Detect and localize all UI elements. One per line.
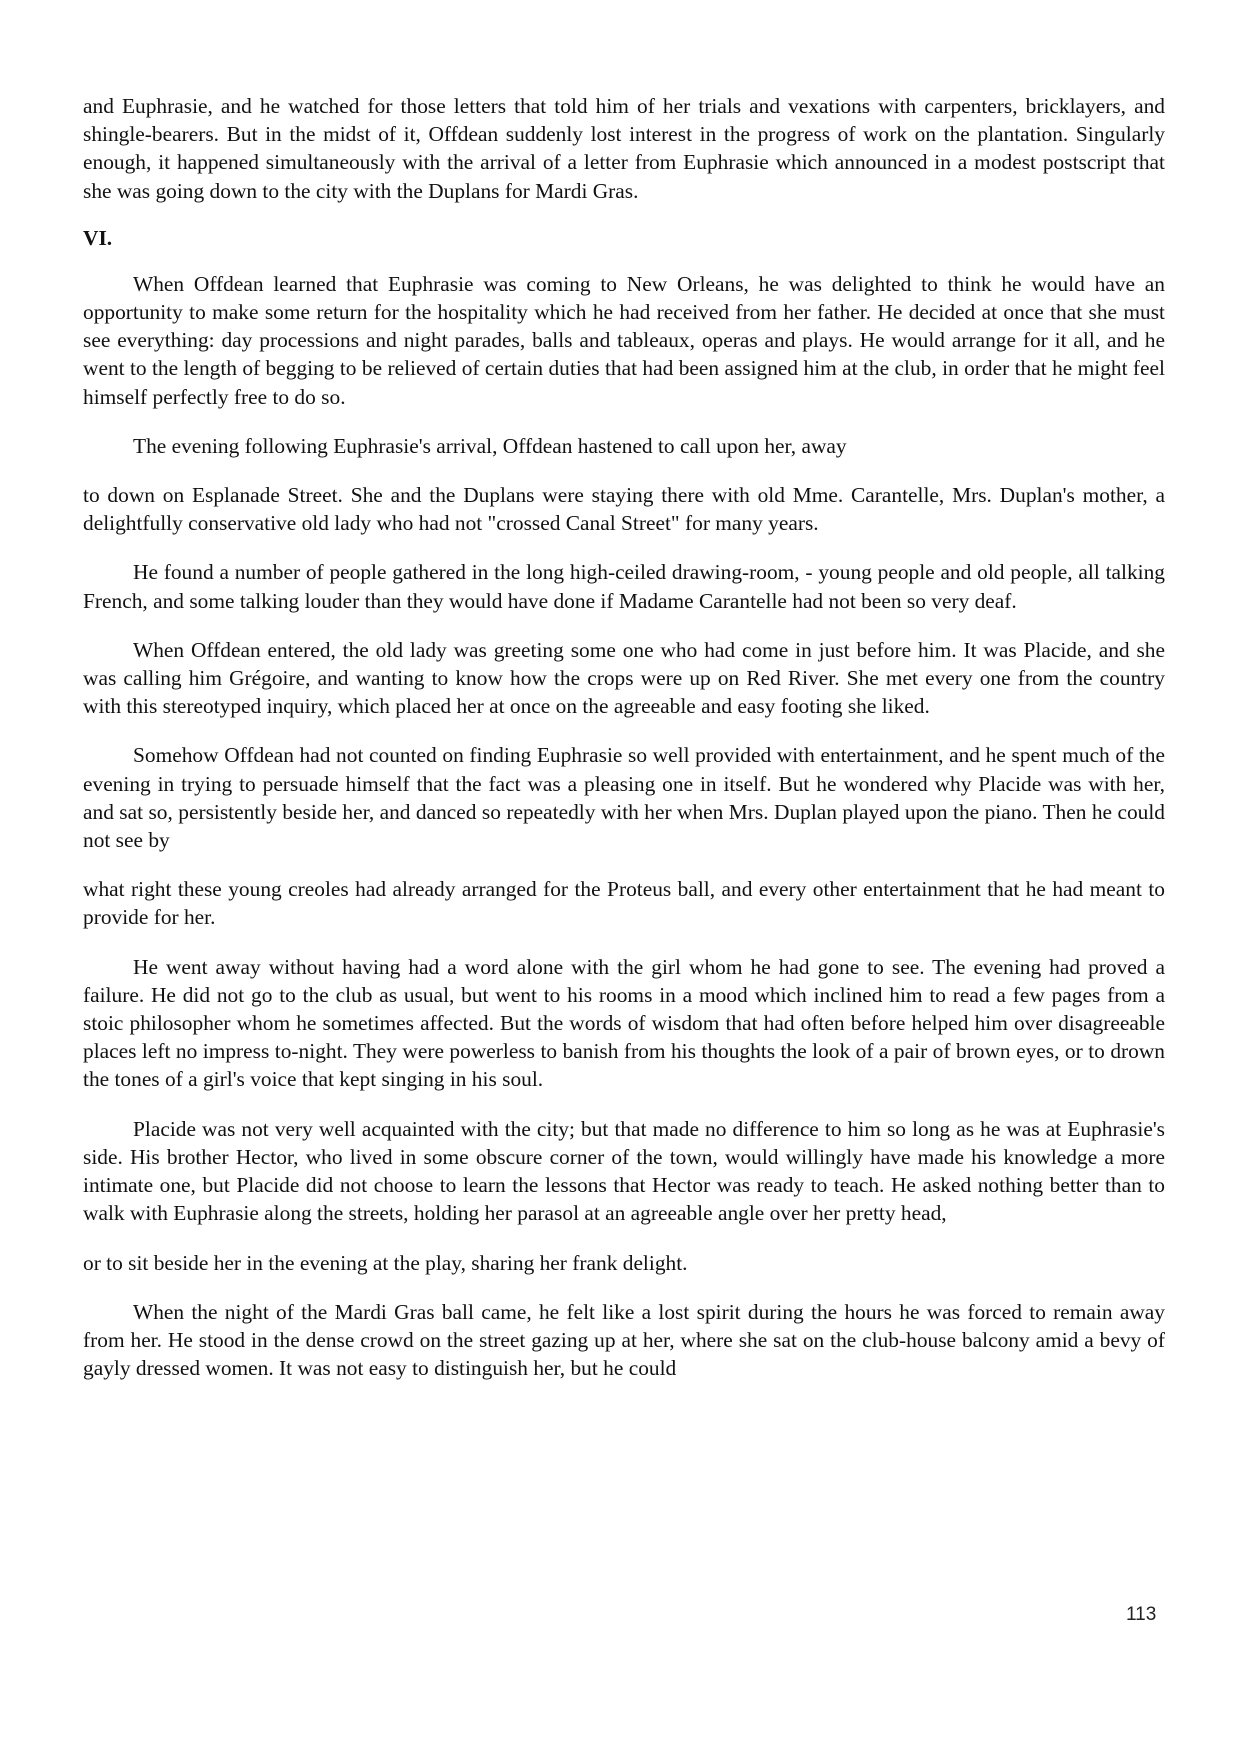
paragraph-10: Placide was not very well acquainted with the city; but that made no difference to him so long as he was at Euphrasie's side. His brother Hector, who lived in some obscure corner of the town, would willingly have made his knowledge a more intimate one, but Placide did not choose to learn the lessons that Hector was ready to teach. He asked nothing better than to walk with Euphrasie along the streets, holding her parasol at an agreeable angle over her pretty head,: [83, 1116, 1165, 1226]
paragraph-5: He found a number of people gathered in the long high-ceiled drawing-room, - young people and old people, all talking French, and some talking louder than they would have done if Madame Carantelle had not been so very deaf.: [83, 560, 1165, 613]
paragraph-2: When Offdean learned that Euphrasie was coming to New Orleans, he was delighted to think he would have an opportunity to make some return for the hospitality which he had received from her father. He decided at once that she must see everything: day processions and night parades, balls and tableaux, operas and plays. He would arrange for it all, and he went to the length of begging to be relieved of certain duties that had been assigned him at the club, in order that he might feel himself perfectly free to do so.: [83, 271, 1165, 409]
paragraph-9: He went away without having had a word alone with the girl whom he had gone to see. The evening had proved a failure. He did not go to the club as usual, but went to his rooms in a mood which inclined him to read a few pages from a stoic philosopher whom he sometimes affected. But the words of wisdom that had often before helped him over disagreeable places left no impress to-night. They were powerless to banish from his thoughts the look of a pair of brown eyes, or to drown the tones of a girl's voice that kept singing in his soul.: [83, 954, 1165, 1092]
section-heading: VI.: [83, 225, 113, 250]
paragraph-3: The evening following Euphrasie's arrival, Offdean hastened to call upon her, away: [133, 433, 847, 458]
paragraph-continued-1: and Euphrasie, and he watched for those letters that told him of her trials and vexations with carpenters, bricklayers, and shingle-bearers. But in the midst of it, Offdean suddenly lost interest in the progress of work on the plantation. Singularly enough, it happened simultaneously with the arrival of a letter from Euphrasie which announced in a modest postscript that she was going down to the city with the Duplans for Mardi Gras.: [83, 94, 1165, 203]
paragraph-11: or to sit beside her in the evening at the play, sharing her frank delight.: [83, 1250, 688, 1275]
paragraph-4: to down on Esplanade Street. She and the Duplans were staying there with old Mme. Carantelle, Mrs. Duplan's mother, a delightfully conservative old lady who had not "crossed Canal Street" for many years.: [83, 483, 1165, 536]
page-number: 113: [1126, 1604, 1157, 1625]
paragraph-8: what right these young creoles had already arranged for the Proteus ball, and every other entertainment that he had meant to provide for her.: [83, 877, 1165, 930]
paragraph-7: Somehow Offdean had not counted on finding Euphrasie so well provided with entertainment, and he spent much of the evening in trying to persuade himself that the fact was a pleasing one in itself. But he wondered why Placide was with her, and sat so, persistently beside her, and danced so repeatedly with her when Mrs. Duplan played upon the piano. Then he could not see by: [83, 743, 1165, 853]
page-body: [83, 92, 1165, 1382]
paragraph-6: When Offdean entered, the old lady was greeting some one who had come in just before him. It was Placide, and she was calling him Grégoire, and wanting to know how the crops were up on Red River. She met every one from the country with this stereotyped inquiry, which placed her at once on the agreeable and easy footing she liked.: [83, 637, 1165, 719]
paragraph-12: When the night of the Mardi Gras ball came, he felt like a lost spirit during the hours he was forced to remain away from her. He stood in the dense crowd on the street gazing up at her, where she sat on the club-house balcony amid a bevy of gayly dressed women. It was not easy to distinguish her, but he could: [83, 1299, 1165, 1381]
